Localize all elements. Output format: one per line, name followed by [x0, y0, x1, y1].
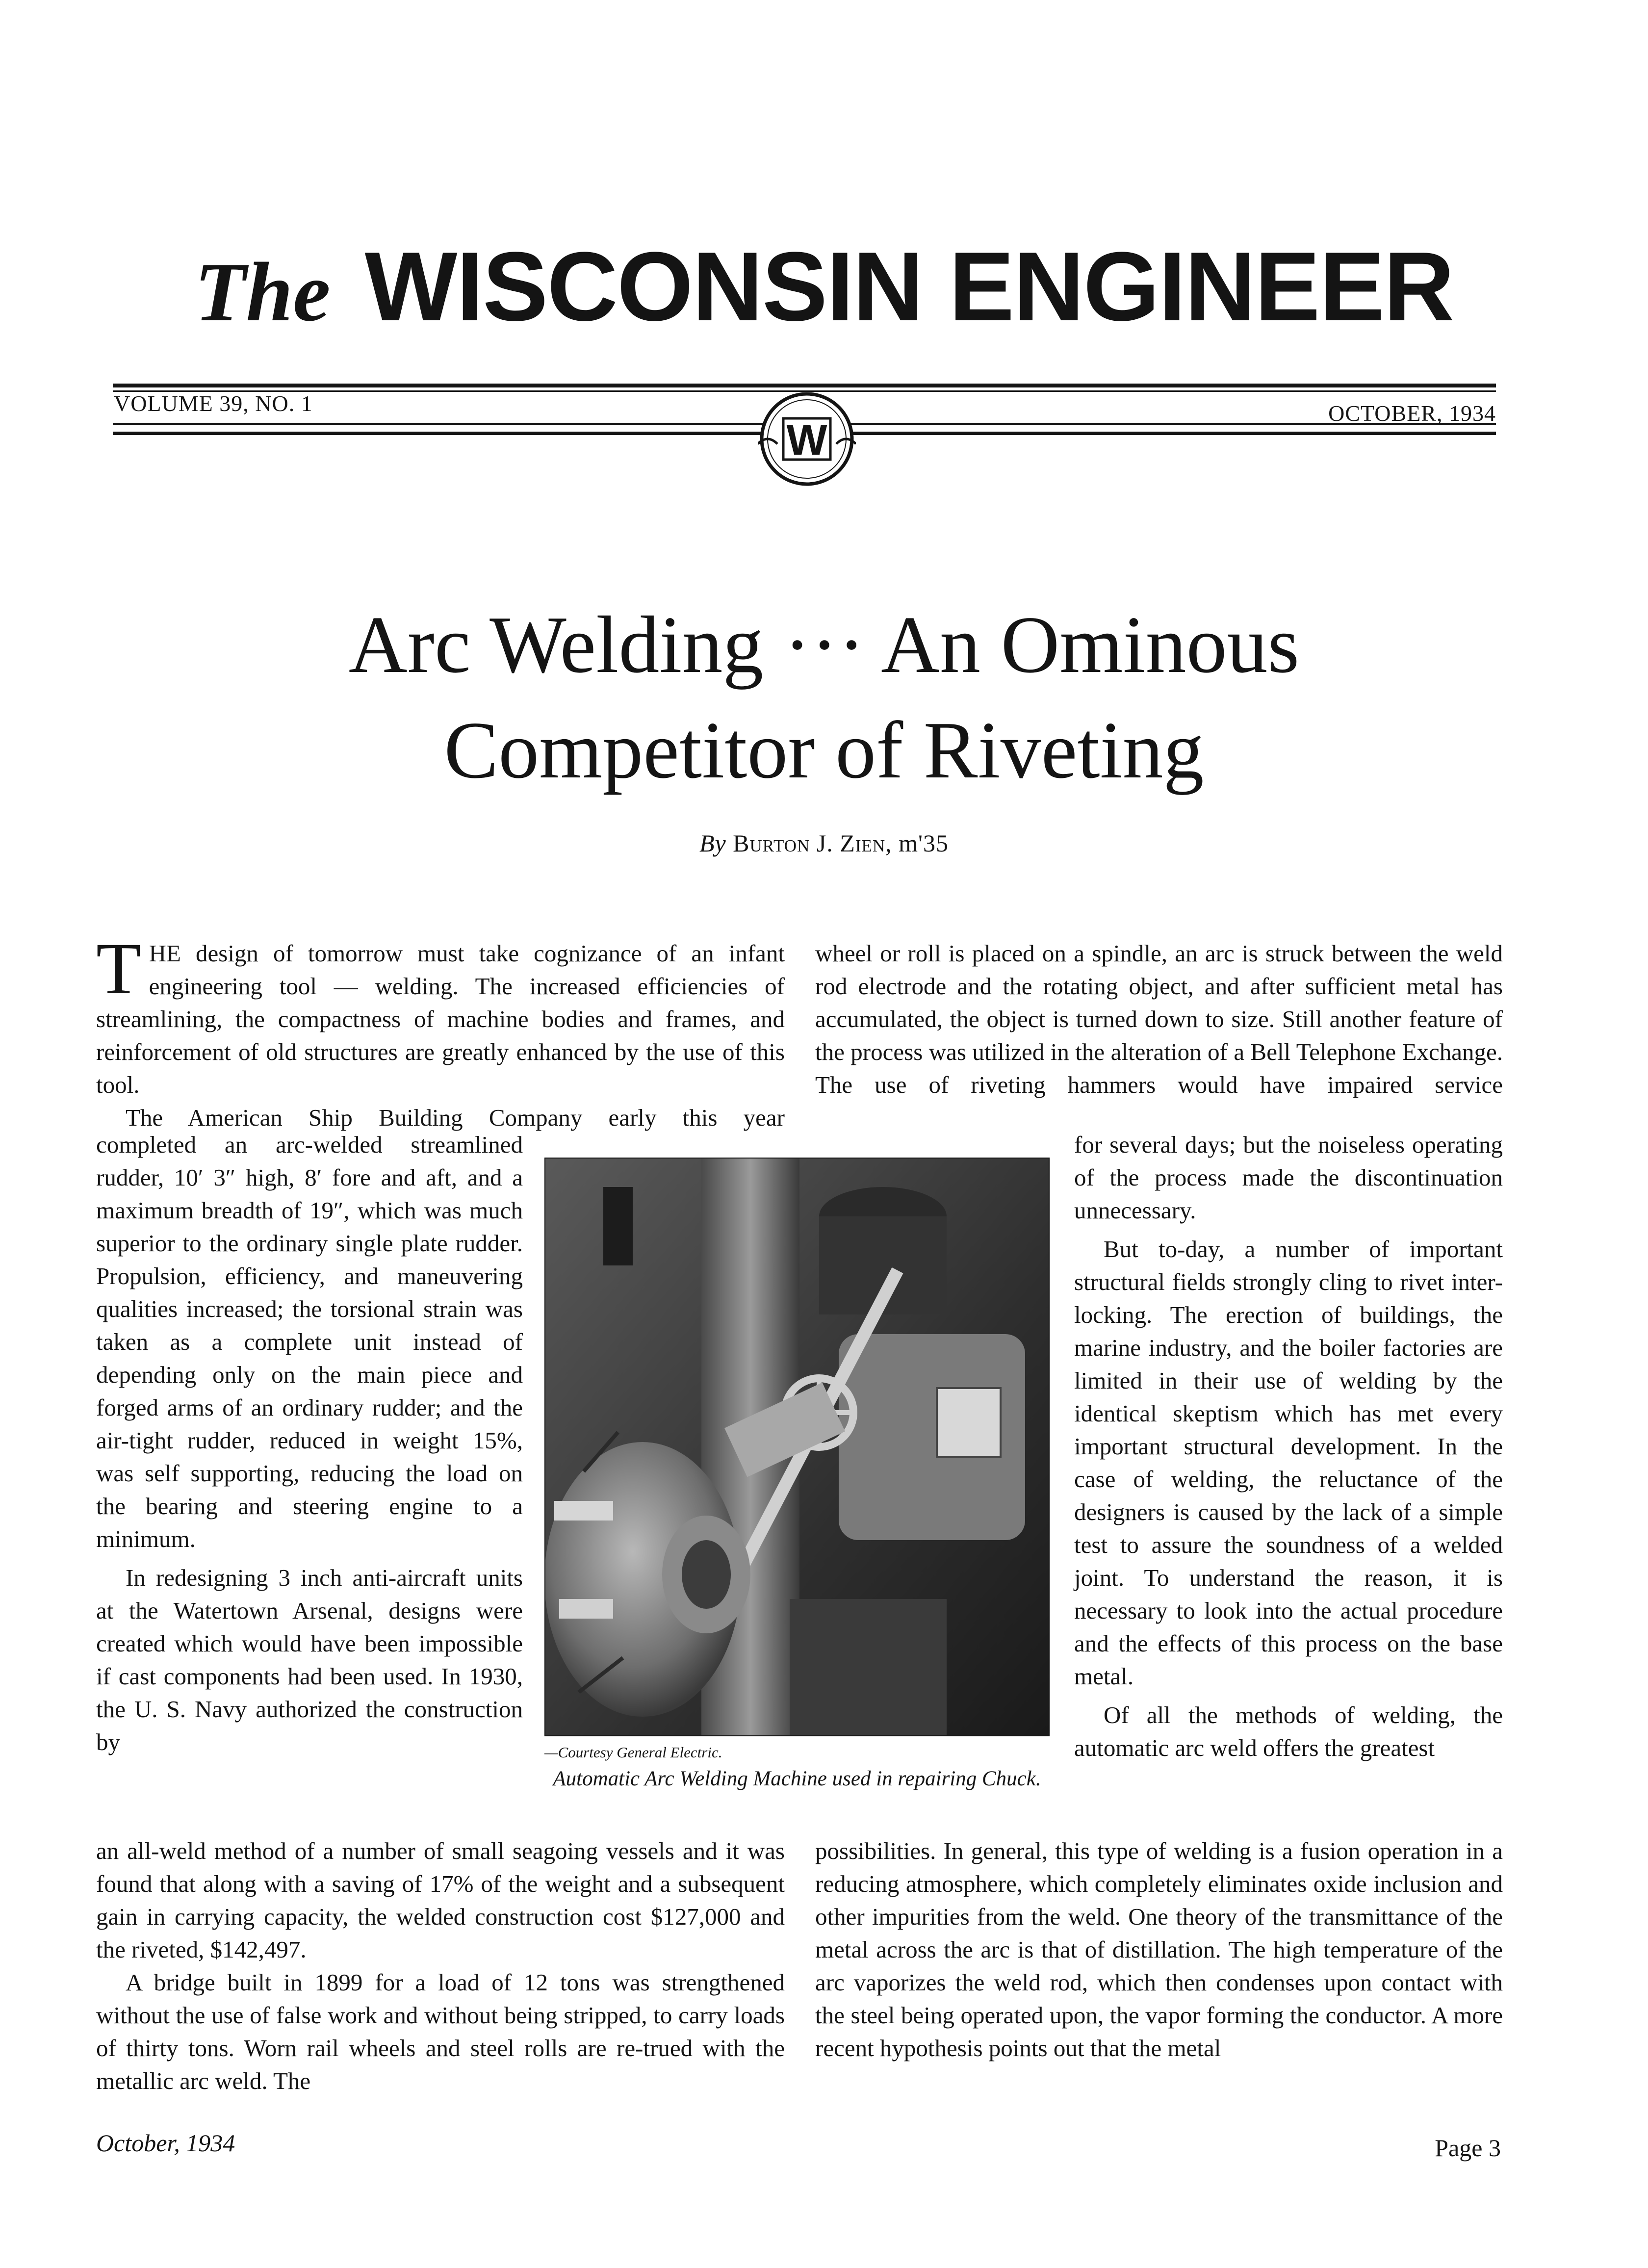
- paragraph: possibilities. In general, this type of welding is a fusion operation in a reducing atmosphere, which completely eliminates oxide inclusion and other impurities from the weld. One theory of the transmittance of the metal across the arc is that of distillation. The high temperature of the arc vaporizes the weld rod, which then condenses upon contact with the steel being operated upon, the vapor forming the conductor. A more recent hypothesis points out that the metal: [815, 1837, 1503, 2062]
- footer-date: October, 1934: [96, 2129, 235, 2157]
- welding-machine-photo: [544, 1158, 1050, 1736]
- photo-caption: Automatic Arc Welding Machine used in repairing Chuck.: [553, 1767, 1041, 1790]
- masthead-title: WISCONSIN ENGINEER: [364, 232, 1454, 341]
- paragraph: an all-weld method of a number of small seagoing vessels and it was found that along with a saving of 17% of the weight and a subsequent gain in carrying capacity, the welded construction cost $127,000 and the riveted, $142,497.: [96, 1837, 785, 1963]
- article-title-line-2: Competitor of Riveting: [444, 705, 1204, 795]
- column-2-top: [815, 937, 1503, 1101]
- column-2-wrap: [1074, 1128, 1503, 1764]
- column-2-bottom: [815, 1834, 1503, 2064]
- paragraph: But to-day, a number of important structural fields strongly cling to rivet inter-locking. The erection of buildings, the marine industry, and the boiler factories are limited in their use of welding by the identical skeptism which has met every important structural development. In the case of welding, the reluctance of the designers is caused by the lack of a simple test to assure the soundness of a welded joint. To understand the reason, it is necessary to look into the actual procedure and the effects of this process on the base metal.: [1074, 1236, 1503, 1690]
- volume-number: VOLUME 39, NO. 1: [114, 391, 313, 416]
- paragraph: wheel or roll is placed on a spindle, an arc is struck between the weld rod electrode and the rotating object, and after sufficient metal has accumulated, the object is turned down to size. Still another feature of the process was utilized in the alteration of a Bell Telephone Exchange. The use of riveting hammers would have impaired service: [815, 940, 1503, 1098]
- page-number: Page 3: [1435, 2134, 1501, 2162]
- paragraph: The American Ship Building Company early this year: [126, 1104, 785, 1131]
- byline-author-suffix: , m'35: [885, 829, 949, 857]
- masthead-the: The: [194, 246, 331, 339]
- paragraph: for several days; but the noiseless operating of the process made the discontinuation unnecessary.: [1074, 1131, 1503, 1224]
- drop-cap: T: [96, 928, 141, 1009]
- column-1-wrap: [96, 1128, 523, 1758]
- seal-letter: W: [786, 415, 827, 464]
- byline-author: Burton J. Zien: [733, 829, 886, 857]
- byline-by: By: [699, 829, 726, 857]
- paragraph: [96, 928, 785, 1101]
- column-1-bottom: [96, 1834, 785, 2097]
- photo-credit: —Courtesy General Electric.: [544, 1744, 722, 1761]
- column-1-top: [96, 928, 785, 1134]
- paragraph: A bridge built in 1899 for a load of 12 tons was strengthened without the use of false work and without being stripped, to carry loads of thirty tons. Worn rail wheels and steel rolls are re-trued with the metallic arc weld. The: [96, 1969, 785, 2094]
- paragraph: Of all the methods of welding, the automatic arc weld offers the greatest: [1074, 1701, 1503, 1761]
- masthead: [0, 231, 1648, 353]
- article-title-line-1: Arc Welding ··· An Ominous: [348, 599, 1300, 690]
- paragraph: completed an arc-welded streamlined rudder, 10′ 3″ high, 8′ fore and aft, and a maximum breadth of 19″, which was much superior to the ordinary single plate rudder. Propulsion, efficiency, and maneuvering qualities increased; the torsional strain was taken as a complete unit instead of depending only on the main piece and forged arms of an ordinary rudder; and the air-tight rudder, reduced in weight 15%, was self supporting, reducing the load on the bearing and steering engine to a minimum.: [96, 1131, 523, 1552]
- byline: [0, 829, 1648, 857]
- paragraph: In redesigning 3 inch anti-aircraft units at the Watertown Arsenal, designs were created which would have been impossible if cast components had been used. In 1930, the U. S. Navy authorized the construction by: [96, 1564, 523, 1755]
- paragraph-text: HE design of tomorrow must take cognizance of an infant engineering tool — welding. The increased efficiencies of streamlining, the compactness of machine bodies and frames, and reinforcement of old structures are greatly enhanced by the use of this tool.: [96, 940, 785, 1098]
- issue-date: OCTOBER, 1934: [1328, 401, 1496, 426]
- masthead-rule-top: [113, 384, 1496, 387]
- masthead-seal-icon: [758, 390, 856, 488]
